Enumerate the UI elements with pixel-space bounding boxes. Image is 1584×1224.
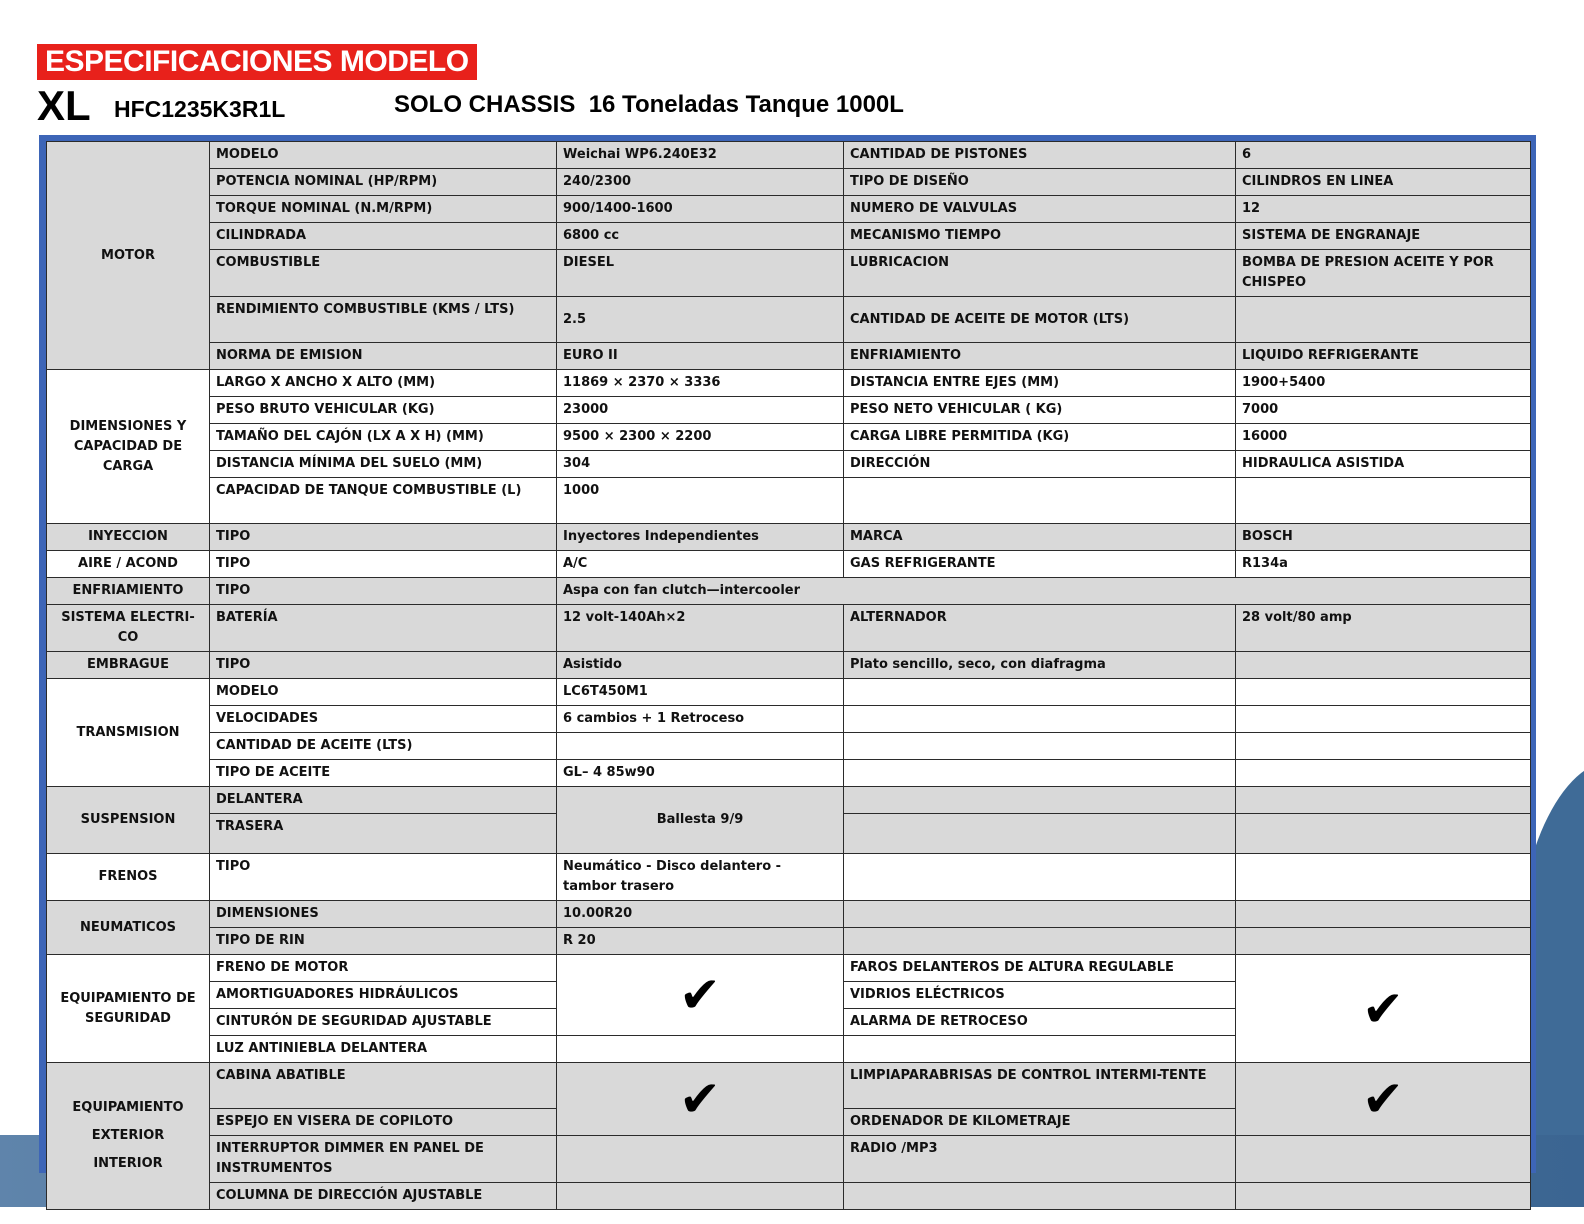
table-row [47,1183,1531,1210]
table-row [47,424,1531,451]
empty-cell [844,928,1236,955]
table-row [47,652,1531,679]
category-electrico: SISTEMA ELECTRI-CO [47,605,210,652]
spec-label: NORMA DE EMISION [210,343,557,370]
category-motor: MOTOR [47,142,210,370]
spec-value: Asistido [557,652,844,679]
spec-value: R 20 [557,928,844,955]
category-exterior-interior [47,1063,210,1210]
spec-value: R134a [1236,551,1531,578]
table-row [47,524,1531,551]
spec-label: TIPO [210,652,557,679]
empty-cell [1236,679,1531,706]
category-dimensiones: DIMENSIONES Y CAPACIDAD DE CARGA [47,370,210,524]
spec-label: MODELO [210,142,557,169]
category-transmision: TRANSMISION [47,679,210,787]
table-row [47,223,1531,250]
spec-label: MODELO [210,679,557,706]
table-row [47,196,1531,223]
spec-value [1236,297,1531,343]
spec-label: INTERRUPTOR DIMMER EN PANEL DE INSTRUMENTOS [210,1136,557,1183]
empty-cell [1236,787,1531,814]
spec-label: PESO NETO VEHICULAR ( KG) [844,397,1236,424]
spec-label: ENFRIAMIENTO [844,343,1236,370]
spec-value: 1000 [557,478,844,524]
empty-cell [844,787,1236,814]
empty-cell [844,733,1236,760]
spec-label: ALARMA DE RETROCESO [844,1009,1236,1036]
category-embrague: EMBRAGUE [47,652,210,679]
spec-label: DIRECCIÓN [844,451,1236,478]
empty-cell [1236,760,1531,787]
spec-value: 23000 [557,397,844,424]
spec-value: 12 volt-140Ah×2 [557,605,844,652]
empty-cell [844,679,1236,706]
spec-label: AMORTIGUADORES HIDRÁULICOS [210,982,557,1009]
spec-label: BATERÍA [210,605,557,652]
spec-value: DIESEL [557,250,844,297]
checkmark-icon: ✔ [1236,1063,1531,1136]
spec-label: TIPO [210,551,557,578]
spec-label [844,1036,1236,1063]
spec-label [844,1183,1236,1210]
table-row [47,706,1531,733]
spec-label: VELOCIDADES [210,706,557,733]
spec-label: RENDIMIENTO COMBUSTIBLE (KMS / LTS) [210,297,557,343]
series-label: XL [37,82,91,129]
spec-label: CABINA ABATIBLE [210,1063,557,1109]
spec-label: DELANTERA [210,787,557,814]
category-line: EQUIPAMIENTO [72,1100,184,1115]
spec-value: 7000 [1236,397,1531,424]
spec-label: COMBUSTIBLE [210,250,557,297]
category-neumaticos: NEUMATICOS [47,901,210,955]
spec-label: TIPO DE RIN [210,928,557,955]
table-row [47,142,1531,169]
spec-value: 1900+5400 [1236,370,1531,397]
spec-label: POTENCIA NOMINAL (HP/RPM) [210,169,557,196]
spec-value [1236,478,1531,524]
spec-value: SISTEMA DE ENGRANAJE [1236,223,1531,250]
spec-label: CANTIDAD DE ACEITE (LTS) [210,733,557,760]
spec-value: CILINDROS EN LINEA [1236,169,1531,196]
spec-value: 900/1400-1600 [557,196,844,223]
empty-cell [1236,814,1531,854]
empty-cell [1236,854,1531,901]
spec-value: LC6T450M1 [557,679,844,706]
table-row [47,679,1531,706]
table-row [47,854,1531,901]
spec-label: TIPO DE DISEÑO [844,169,1236,196]
empty-cell [844,760,1236,787]
spec-label [844,478,1236,524]
spec-label: GAS REFRIGERANTE [844,551,1236,578]
checkmark-icon: ✔ [557,1063,844,1136]
spec-value: Neumático - Disco delantero - tambor trasero [557,854,844,901]
spec-label: FAROS DELANTEROS DE ALTURA REGULABLE [844,955,1236,982]
spec-value: EURO II [557,343,844,370]
spec-value: 12 [1236,196,1531,223]
spec-value: 2.5 [557,297,844,343]
table-row [47,478,1531,524]
spec-label: COLUMNA DE DIRECCIÓN AJUSTABLE [210,1183,557,1210]
spec-value: Aspa con fan clutch—intercooler [557,578,1531,605]
spec-value: BOMBA DE PRESION ACEITE Y POR CHISPEO [1236,250,1531,297]
spec-label: CINTURÓN DE SEGURIDAD AJUSTABLE [210,1009,557,1036]
spec-label: FRENO DE MOTOR [210,955,557,982]
spec-label: LUBRICACION [844,250,1236,297]
spec-value: BOSCH [1236,524,1531,551]
spec-label: DIMENSIONES [210,901,557,928]
spec-label: DISTANCIA ENTRE EJES (MM) [844,370,1236,397]
table-row [47,578,1531,605]
table-row [47,397,1531,424]
category-enfriamiento: ENFRIAMIENTO [47,578,210,605]
spec-label: LUZ ANTINIEBLA DELANTERA [210,1036,557,1063]
spec-label: ALTERNADOR [844,605,1236,652]
page-title: ESPECIFICACIONES MODELO [37,44,477,80]
spec-label: CAPACIDAD DE TANQUE COMBUSTIBLE (L) [210,478,557,524]
spec-label: CANTIDAD DE ACEITE DE MOTOR (LTS) [844,297,1236,343]
spec-label: RADIO /MP3 [844,1136,1236,1183]
category-line: INTERIOR [93,1156,163,1171]
spec-value [557,733,844,760]
category-aire: AIRE / ACOND [47,551,210,578]
spec-value: 9500 × 2300 × 2200 [557,424,844,451]
empty-cell [844,814,1236,854]
spec-value: Ballesta 9/9 [557,787,844,854]
spec-label: MARCA [844,524,1236,551]
spec-value: 240/2300 [557,169,844,196]
spec-label: NUMERO DE VALVULAS [844,196,1236,223]
spec-label: LIMPIAPARABRISAS DE CONTROL INTERMI-TENTE [844,1063,1236,1109]
empty-cell [557,1183,844,1210]
empty-cell [1236,652,1531,679]
empty-cell [557,1036,844,1063]
spec-table-frame [39,135,1536,1203]
spec-value: GL– 4 85w90 [557,760,844,787]
spec-label: CILINDRADA [210,223,557,250]
spec-value: Plato sencillo, seco, con diafragma [844,652,1236,679]
table-row [47,297,1531,343]
table-row [47,343,1531,370]
table-row [47,605,1531,652]
table-row [47,955,1531,982]
table-row [47,733,1531,760]
table-row [47,1063,1531,1109]
spec-label: VIDRIOS ELÉCTRICOS [844,982,1236,1009]
spec-label: CANTIDAD DE PISTONES [844,142,1236,169]
spec-value: HIDRAULICA ASISTIDA [1236,451,1531,478]
table-row [47,928,1531,955]
table-row [47,787,1531,814]
spec-label: PESO BRUTO VEHICULAR (KG) [210,397,557,424]
table-row [47,169,1531,196]
empty-cell [1236,733,1531,760]
spec-label: TIPO [210,854,557,901]
spec-value: 11869 × 2370 × 3336 [557,370,844,397]
spec-label: TRASERA [210,814,557,854]
spec-label: TIPO DE ACEITE [210,760,557,787]
spec-value: 304 [557,451,844,478]
empty-cell [844,901,1236,928]
spec-label: TAMAÑO DEL CAJÓN (LX A X H) (MM) [210,424,557,451]
spec-label: TORQUE NOMINAL (N.M/RPM) [210,196,557,223]
empty-cell [1236,901,1531,928]
spec-value: Inyectores Independientes [557,524,844,551]
empty-cell [1236,928,1531,955]
checkmark-icon: ✔ [1236,955,1531,1063]
spec-value: 28 volt/80 amp [1236,605,1531,652]
category-suspension: SUSPENSION [47,787,210,854]
empty-cell [557,1136,844,1183]
spec-label: LARGO X ANCHO X ALTO (MM) [210,370,557,397]
table-row [47,250,1531,297]
spec-value: 6800 cc [557,223,844,250]
spec-label: DISTANCIA MÍNIMA DEL SUELO (MM) [210,451,557,478]
checkmark-icon: ✔ [557,955,844,1036]
spec-label: MECANISMO TIEMPO [844,223,1236,250]
category-line: EXTERIOR [91,1128,165,1143]
table-row [47,1136,1531,1183]
spec-label: ESPEJO EN VISERA DE COPILOTO [210,1109,557,1136]
spec-label: TIPO [210,578,557,605]
spec-label: TIPO [210,524,557,551]
spec-value: Weichai WP6.240E32 [557,142,844,169]
spec-value: 16000 [1236,424,1531,451]
model-code: HFC1235K3R1L [114,96,286,122]
category-frenos: FRENOS [47,854,210,901]
table-row [47,370,1531,397]
empty-cell [844,854,1236,901]
category-inyeccion: INYECCION [47,524,210,551]
spec-value: 6 cambios + 1 Retroceso [557,706,844,733]
spec-value: A/C [557,551,844,578]
empty-cell [1236,1136,1531,1183]
empty-cell [844,706,1236,733]
spec-label: CARGA LIBRE PERMITIDA (KG) [844,424,1236,451]
spec-label: ORDENADOR DE KILOMETRAJE [844,1109,1236,1136]
spec-value: 6 [1236,142,1531,169]
table-row [47,901,1531,928]
spec-value: 10.00R20 [557,901,844,928]
spec-value: LIQUIDO REFRIGERANTE [1236,343,1531,370]
empty-cell [1236,1183,1531,1210]
table-row [47,551,1531,578]
empty-cell [1236,706,1531,733]
table-row [47,451,1531,478]
table-row [47,760,1531,787]
spec-table [46,141,1531,1210]
page-subtitle: SOLO CHASSIS 16 Toneladas Tanque 1000L [394,91,904,118]
category-seguridad: EQUIPAMIENTO DE SEGURIDAD [47,955,210,1063]
